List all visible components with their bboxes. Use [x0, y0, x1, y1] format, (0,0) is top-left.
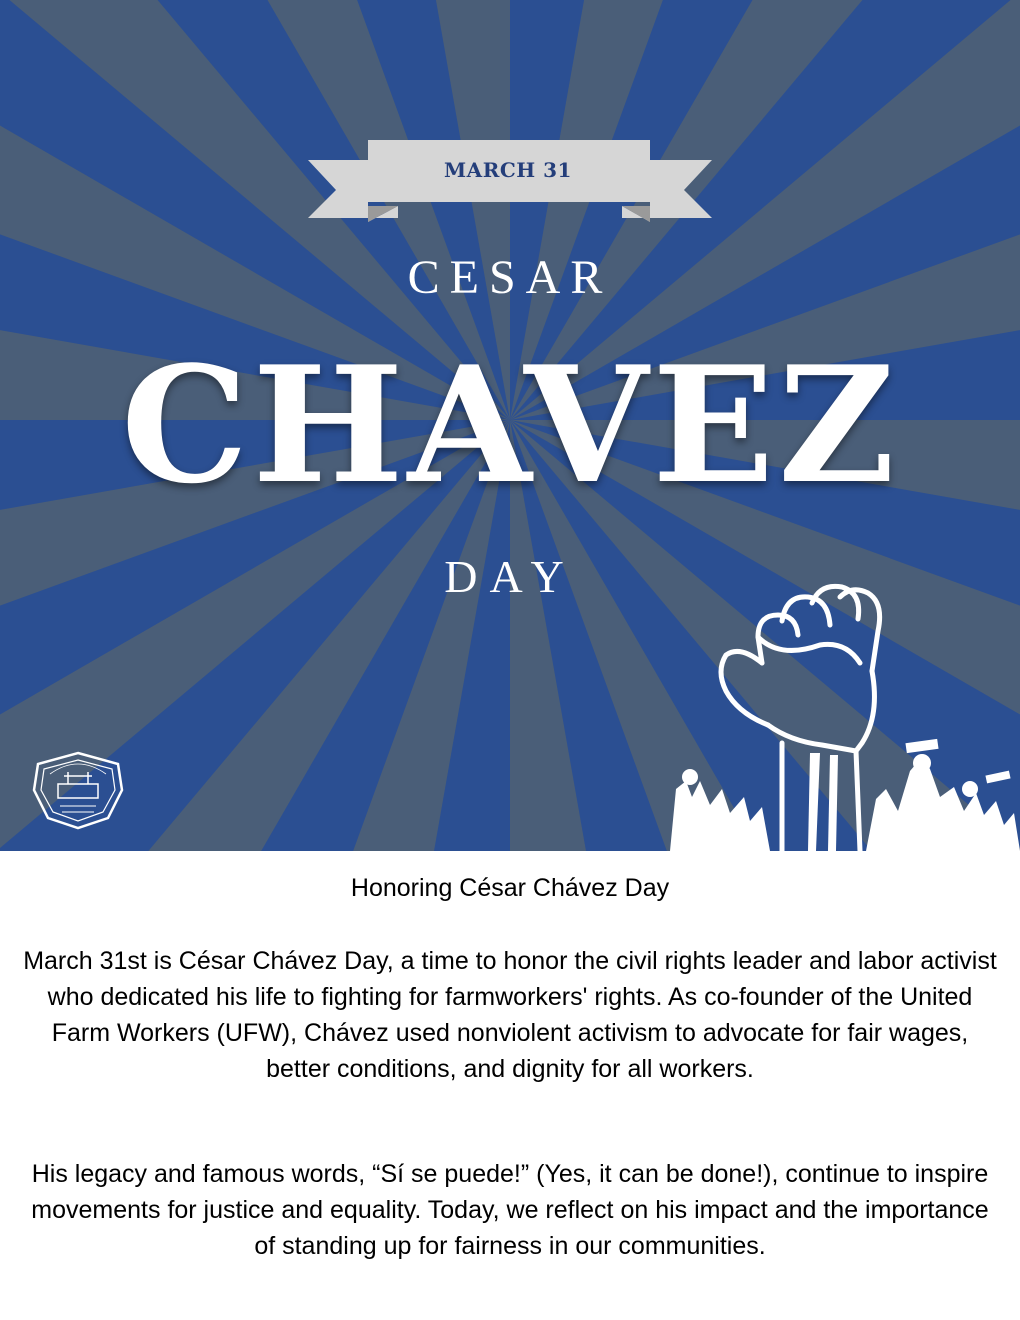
raised-fist-illustration — [670, 575, 1020, 851]
article-paragraph-1: March 31st is César Chávez Day, a time to honor the civil rights leader and labor activist who dedicated his life to fighting for farmworkers' rights. As co-founder of the United Farm Workers (UFW), Chávez used nonviolent activism to advocate for fair wages, better conditions, and dignity for all workers. — [23, 947, 997, 1083]
title-cesar-text: CESAR — [407, 251, 613, 304]
article-paragraph-2: His legacy and famous words, “Sí se puede!” (Yes, it can be done!), continue to inspire movements for justice and equality. Today, we reflect on his impact and the importance of standing up for fairness in our communities. — [31, 1160, 989, 1260]
title-chavez: CHAVEZ — [121, 331, 899, 519]
date-label: MARCH 31 — [444, 158, 572, 182]
title-day: DAY — [444, 551, 576, 602]
article-heading: Honoring César Chávez Day — [350, 874, 670, 902]
santa-clara-county-fire-logo — [28, 750, 128, 830]
title-cesar — [0, 250, 1020, 305]
